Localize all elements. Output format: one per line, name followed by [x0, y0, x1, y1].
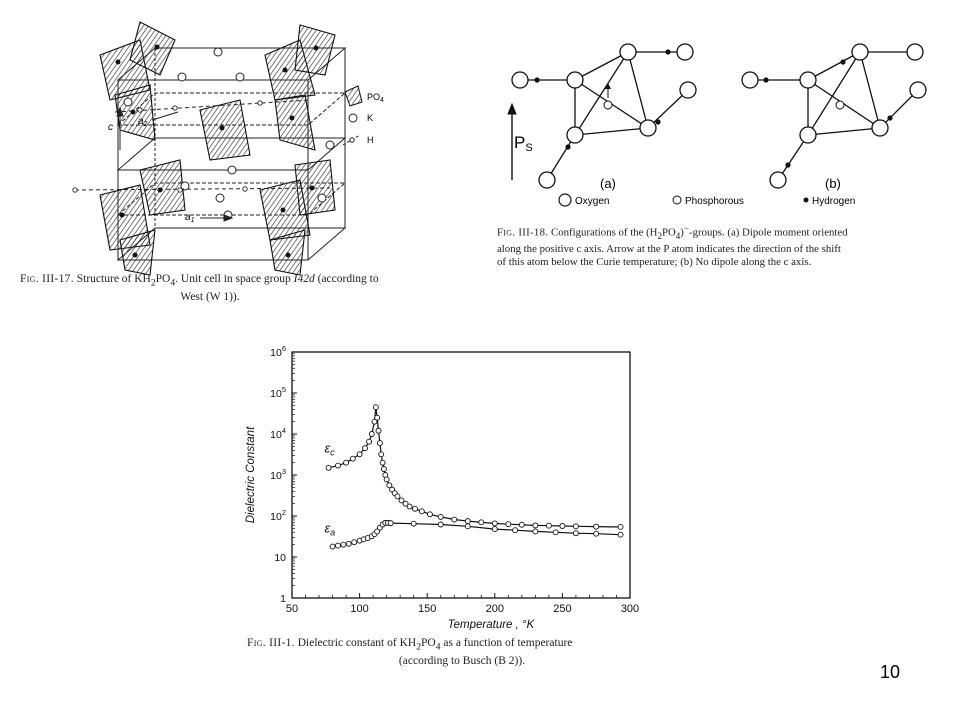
figure-18 — [490, 30, 960, 210]
fig17-caption-line1: Fig. III-17. Structure of $KH_2PO_4$. Unit cell in space group I42d (according to — [20, 273, 379, 289]
data-point-a — [438, 522, 443, 527]
x-tick-label: 150 — [418, 603, 437, 615]
series-line-c — [329, 407, 621, 527]
data-point-c — [533, 523, 538, 528]
data-point-c — [373, 405, 378, 410]
legend-oxygen-symbol — [559, 194, 571, 206]
data-point-c — [573, 524, 578, 529]
data-point-a — [341, 542, 346, 547]
label-b: (b) — [825, 176, 841, 191]
axis-label-c: c — [108, 122, 113, 133]
data-point-a — [335, 543, 340, 548]
data-point-a — [411, 521, 416, 526]
data-point-c — [560, 524, 565, 529]
x-tick-label: 50 — [285, 603, 299, 615]
label-a: (a) — [600, 176, 616, 191]
data-point-c — [395, 494, 400, 499]
y-axis-label: Dielectric Constant — [245, 426, 257, 524]
data-point-c — [384, 477, 389, 482]
ps-label: PS — [514, 133, 533, 154]
data-point-c — [381, 467, 386, 472]
legend-phosphorous-symbol — [673, 196, 681, 204]
legend-po4-symbol — [345, 86, 362, 106]
figure-1 — [240, 340, 660, 630]
data-point-c — [438, 514, 443, 519]
y-tick-label: 1 — [280, 593, 286, 605]
data-point-c — [465, 519, 470, 524]
chart-labels — [245, 426, 536, 630]
data-point-c — [419, 509, 424, 514]
data-point-a — [618, 532, 623, 537]
data-point-a — [346, 541, 351, 546]
data-point-c — [519, 522, 524, 527]
data-point-a — [492, 527, 497, 532]
data-point-c — [377, 441, 382, 446]
data-point-a — [513, 528, 518, 533]
fig17-caption — [20, 272, 460, 304]
fig18-legend — [559, 194, 855, 207]
x-axis-label: Temperature , °K — [447, 619, 535, 630]
data-point-c — [363, 446, 368, 451]
config-a — [512, 44, 696, 188]
data-point-c — [407, 504, 412, 509]
data-point-c — [492, 521, 497, 526]
series-label-a: $\varepsilon_a$ — [324, 520, 336, 538]
x-tick-label: 250 — [553, 603, 572, 615]
legend-k-label: K — [367, 113, 374, 123]
legend-hydrogen-symbol — [804, 198, 809, 203]
legend-hydrogen-label: Hydrogen — [812, 196, 856, 207]
chart-ticks — [270, 344, 639, 615]
fig17-legend — [343, 86, 384, 145]
y-tick-label: $10^4$ — [270, 426, 286, 441]
data-point-c — [506, 522, 511, 527]
y-tick-label: $10^5$ — [270, 385, 286, 400]
chart-axes — [292, 352, 630, 598]
data-point-a — [553, 530, 558, 535]
legend-po4-label: $PO_4$ — [367, 92, 384, 104]
data-point-a — [465, 524, 470, 529]
data-point-c — [413, 506, 418, 511]
y-tick-label: $10^3$ — [270, 467, 286, 482]
legend-oxygen-label: Oxygen — [575, 196, 610, 207]
data-point-c — [618, 524, 623, 529]
data-point-c — [379, 452, 384, 457]
data-point-c — [427, 512, 432, 517]
data-point-c — [452, 517, 457, 522]
axis-label-a2: $a_2$ — [138, 116, 148, 128]
fig18-caption-line1: Fig. III-18. Configurations of the $(H_2PO_4)^-$-groups. (a) Dipole moment oriented — [497, 223, 848, 241]
data-point-c — [326, 465, 331, 470]
y-tick-label: $10^2$ — [270, 508, 286, 523]
data-point-a — [573, 531, 578, 536]
legend-h-symbol — [350, 138, 354, 142]
fig17-caption-line2: West (W 1)). — [180, 291, 240, 304]
data-point-c — [376, 428, 381, 433]
data-point-c — [357, 452, 362, 457]
data-point-c — [344, 460, 349, 465]
legend-k-symbol — [349, 114, 357, 122]
dielectric-constant-chart — [240, 340, 660, 630]
fig1-caption-line1: Fig. III-1. Dielectric constant of $KH_2PO_4$ as a function of temperature — [247, 637, 573, 653]
fig18-caption — [497, 222, 947, 269]
data-point-c — [594, 524, 599, 529]
data-point-c — [369, 432, 374, 437]
fig1-caption-line2: (according to Busch (B 2)). — [398, 655, 526, 668]
x-tick-label: 100 — [350, 603, 369, 615]
data-point-c — [375, 415, 380, 420]
data-point-c — [546, 523, 551, 528]
series-label-c: $\varepsilon_c$ — [324, 440, 335, 458]
legend-h-label: H — [367, 135, 374, 145]
po4-tetrahedra — [100, 22, 335, 275]
data-point-a — [533, 529, 538, 534]
data-point-c — [367, 439, 372, 444]
page-number: 10 — [880, 662, 901, 682]
data-point-a — [594, 531, 599, 536]
axis-label-a1: $a_1$ — [185, 212, 195, 224]
data-point-c — [335, 463, 340, 468]
config-b-hydrogens — [763, 59, 892, 167]
x-tick-label: 300 — [620, 603, 640, 615]
legend-phosphorous-label: Phosphorous — [685, 196, 744, 207]
data-point-c — [350, 456, 355, 461]
data-point-a — [388, 521, 393, 526]
x-tick-label: 200 — [485, 603, 504, 615]
fig18-caption-line3: of this atom below the Curie temperature; (b) No dipole along the c axis. — [497, 255, 812, 268]
config-b — [742, 44, 926, 188]
data-point-a — [330, 544, 335, 549]
data-point-c — [380, 460, 385, 465]
y-tick-label: $10^6$ — [270, 344, 286, 359]
h2po4-configurations-diagram — [490, 30, 960, 210]
data-point-c — [479, 520, 484, 525]
plot-frame — [292, 352, 630, 598]
fig1-caption — [247, 636, 677, 668]
y-tick-label: 10 — [274, 552, 286, 564]
fig18-caption-line2: along the positive c axis. Arrow at the P atom indicates the direction of the shift — [497, 242, 841, 255]
data-point-a — [352, 540, 357, 545]
